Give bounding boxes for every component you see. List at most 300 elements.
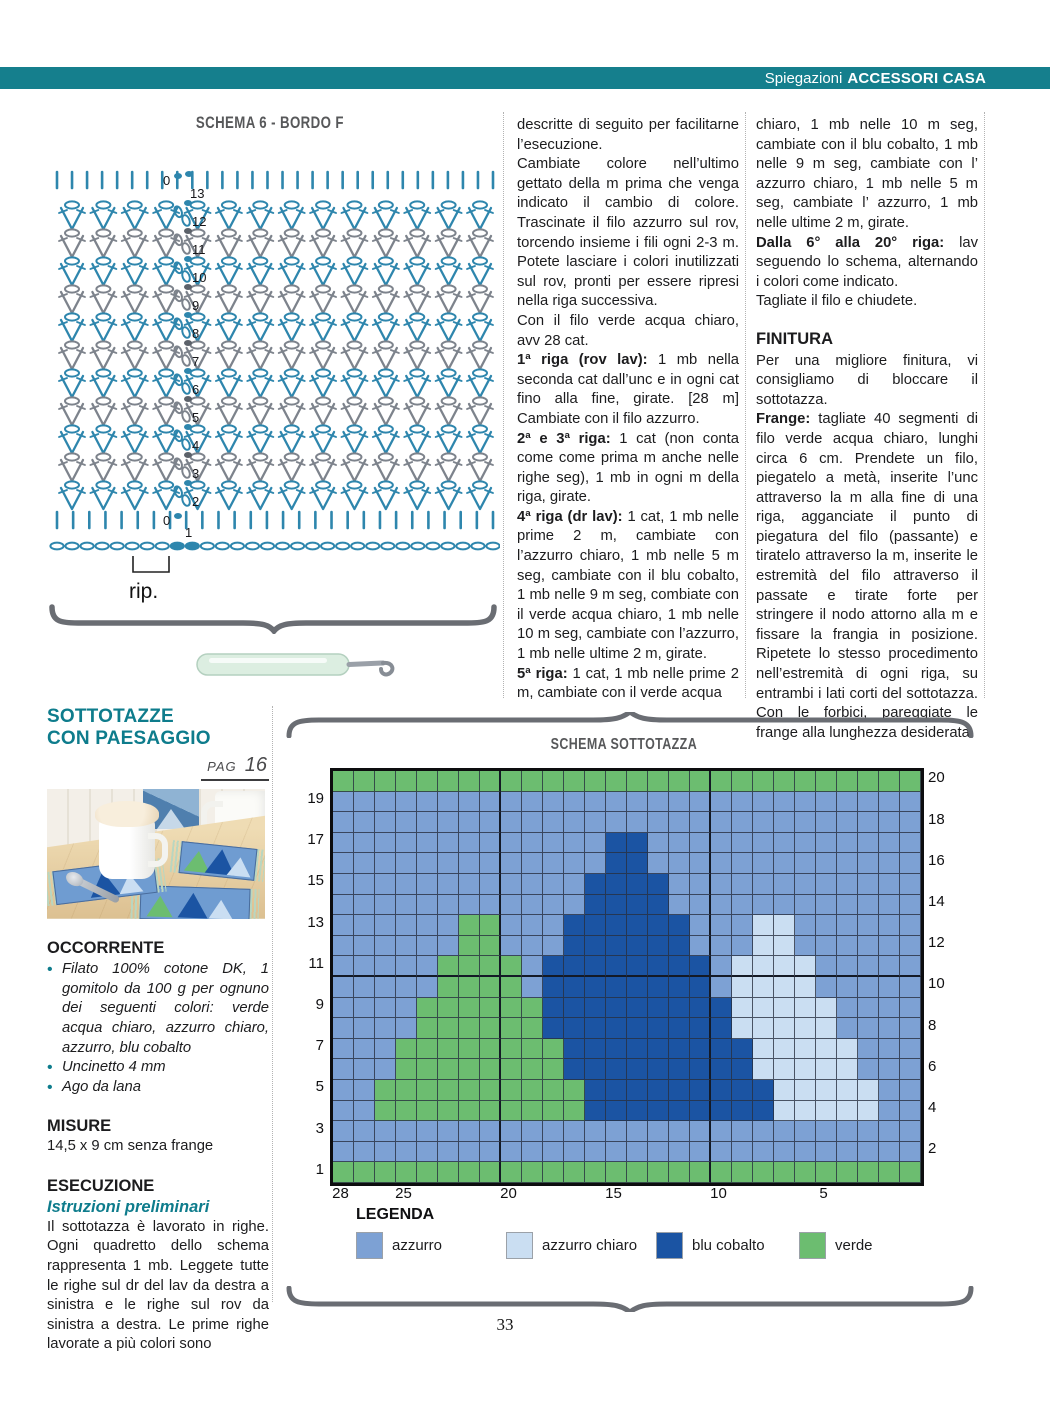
grid-cell bbox=[459, 915, 480, 936]
grid-cell bbox=[711, 833, 732, 854]
grid-cell bbox=[900, 1101, 921, 1122]
grid-cell bbox=[711, 1121, 732, 1142]
grid-cell bbox=[837, 1039, 858, 1060]
grid-cell bbox=[396, 1080, 417, 1101]
grid-cell bbox=[837, 1142, 858, 1163]
grid-cell bbox=[648, 1162, 669, 1183]
svg-text:1: 1 bbox=[185, 525, 193, 540]
grid-cell bbox=[417, 1142, 438, 1163]
grid-cell bbox=[480, 1101, 501, 1122]
grid-cell bbox=[816, 1142, 837, 1163]
grid-cell bbox=[900, 771, 921, 792]
grid-cell bbox=[627, 1039, 648, 1060]
grid-cell bbox=[354, 895, 375, 916]
grid-cell bbox=[522, 771, 543, 792]
grid-cell bbox=[795, 895, 816, 916]
grid-cell bbox=[480, 1162, 501, 1183]
grid-cell bbox=[585, 792, 606, 813]
grid-cell bbox=[354, 1080, 375, 1101]
grid-cell bbox=[690, 956, 711, 977]
grid-cell bbox=[753, 1080, 774, 1101]
grid-axis-label: 2 bbox=[928, 1140, 937, 1158]
grid-cell bbox=[795, 1121, 816, 1142]
svg-text:0: 0 bbox=[163, 173, 171, 188]
grid-cell bbox=[627, 812, 648, 833]
crochet-symbol-chart bbox=[45, 156, 500, 606]
grid-cell bbox=[690, 874, 711, 895]
grid-cell bbox=[480, 1121, 501, 1142]
grid-cell bbox=[585, 1080, 606, 1101]
grid-cell bbox=[648, 1080, 669, 1101]
grid-cell bbox=[732, 915, 753, 936]
grid-cell bbox=[438, 895, 459, 916]
grid-axis-label: 10 bbox=[928, 975, 945, 993]
legend-swatch-azzurro bbox=[356, 1232, 383, 1259]
grid-cell bbox=[858, 1080, 879, 1101]
grid-cell bbox=[354, 771, 375, 792]
grid-cell bbox=[522, 1162, 543, 1183]
grid-cell bbox=[396, 1059, 417, 1080]
grid-cell bbox=[690, 1080, 711, 1101]
grid-cell bbox=[816, 1162, 837, 1183]
grid-axis-label: 4 bbox=[928, 1098, 937, 1116]
grid-cell bbox=[333, 1121, 354, 1142]
grid-cell bbox=[795, 936, 816, 957]
material-item: • Ago da lana bbox=[47, 1078, 269, 1098]
grid-cell bbox=[732, 812, 753, 833]
instructions-column-2 bbox=[756, 116, 978, 743]
grid-cell bbox=[627, 977, 648, 998]
grid-cell bbox=[375, 977, 396, 998]
grid-cell bbox=[417, 1101, 438, 1122]
grid-cell bbox=[648, 853, 669, 874]
grid-cell bbox=[396, 1121, 417, 1142]
grid-cell bbox=[564, 833, 585, 854]
grid-axis-label: 15 bbox=[605, 1185, 622, 1202]
grid-cell bbox=[585, 915, 606, 936]
grid-cell bbox=[900, 833, 921, 854]
grid-cell bbox=[417, 977, 438, 998]
grid-cell bbox=[627, 915, 648, 936]
grid-cell bbox=[438, 1039, 459, 1060]
grid-cell bbox=[417, 998, 438, 1019]
grid-cell bbox=[627, 833, 648, 854]
grid-cell bbox=[333, 915, 354, 936]
grid-cell bbox=[585, 1018, 606, 1039]
grid-cell bbox=[459, 853, 480, 874]
grid-cell bbox=[795, 1162, 816, 1183]
grid-cell bbox=[396, 998, 417, 1019]
grid-cell bbox=[732, 1162, 753, 1183]
grid-cell bbox=[795, 977, 816, 998]
grid-cell bbox=[774, 853, 795, 874]
grid-cell bbox=[564, 1101, 585, 1122]
grid-cell bbox=[795, 1039, 816, 1060]
grid-cell bbox=[459, 771, 480, 792]
grid-cell bbox=[543, 833, 564, 854]
header-prefix: Spiegazioni bbox=[764, 69, 843, 87]
page-number: 33 bbox=[496, 1315, 514, 1334]
grid-cell bbox=[333, 1059, 354, 1080]
grid-cell bbox=[438, 998, 459, 1019]
grid-cell bbox=[459, 1018, 480, 1039]
grid-cell bbox=[606, 1039, 627, 1060]
grid-cell bbox=[606, 771, 627, 792]
grid-cell bbox=[732, 977, 753, 998]
grid-cell bbox=[711, 915, 732, 936]
grid-cell bbox=[900, 1018, 921, 1039]
grid-cell bbox=[375, 812, 396, 833]
grid-cell bbox=[858, 1101, 879, 1122]
grid-cell bbox=[774, 1162, 795, 1183]
grid-cell bbox=[501, 1039, 522, 1060]
grid-cell bbox=[333, 833, 354, 854]
grid-cell bbox=[522, 1080, 543, 1101]
grid-cell bbox=[585, 833, 606, 854]
grid-cell bbox=[669, 915, 690, 936]
grid-cell bbox=[690, 1039, 711, 1060]
grid-cell bbox=[774, 1101, 795, 1122]
grid-cell bbox=[711, 977, 732, 998]
grid-cell bbox=[522, 1018, 543, 1039]
grid-cell bbox=[606, 977, 627, 998]
grid-cell bbox=[396, 1101, 417, 1122]
grid-cell bbox=[690, 833, 711, 854]
grid-cell bbox=[774, 1142, 795, 1163]
grid-cell bbox=[585, 956, 606, 977]
grid-cell bbox=[480, 956, 501, 977]
grid-cell bbox=[354, 833, 375, 854]
grid-cell bbox=[543, 936, 564, 957]
grid-cell bbox=[648, 1142, 669, 1163]
grid-cell bbox=[585, 1162, 606, 1183]
grid-cell bbox=[732, 895, 753, 916]
grid-cell bbox=[753, 956, 774, 977]
grid-cell bbox=[879, 853, 900, 874]
legend-item bbox=[506, 1232, 637, 1259]
grid-cell bbox=[795, 1080, 816, 1101]
grid-cell bbox=[711, 1059, 732, 1080]
section-header-bar bbox=[0, 67, 1050, 89]
grid-cell bbox=[333, 792, 354, 813]
grid-cell bbox=[480, 812, 501, 833]
grid-cell bbox=[606, 1080, 627, 1101]
grid-cell bbox=[900, 1080, 921, 1101]
grid-cell bbox=[564, 771, 585, 792]
grid-cell bbox=[774, 977, 795, 998]
grid-cell bbox=[669, 792, 690, 813]
grid-cell bbox=[396, 915, 417, 936]
grid-cell bbox=[627, 792, 648, 813]
svg-text:12: 12 bbox=[192, 214, 207, 229]
grid-cell bbox=[879, 792, 900, 813]
grid-cell bbox=[690, 771, 711, 792]
grid-cell bbox=[774, 1080, 795, 1101]
grid-cell bbox=[375, 1162, 396, 1183]
grid-cell bbox=[606, 1101, 627, 1122]
grid-cell bbox=[753, 1162, 774, 1183]
grid-cell bbox=[606, 1018, 627, 1039]
grid-cell bbox=[438, 1162, 459, 1183]
grid-cell bbox=[753, 1059, 774, 1080]
grid-cell bbox=[438, 1121, 459, 1142]
grid-cell bbox=[858, 874, 879, 895]
grid-cell bbox=[648, 1059, 669, 1080]
grid-cell bbox=[585, 853, 606, 874]
grid-axis-label: 1 bbox=[315, 1160, 324, 1178]
svg-text:8: 8 bbox=[192, 326, 200, 341]
project-title: SOTTOTAZZE CON PAESAGGIO bbox=[47, 706, 211, 749]
grid-cell bbox=[879, 1121, 900, 1142]
grid-cell bbox=[774, 833, 795, 854]
grid-cell bbox=[585, 1142, 606, 1163]
grid-cell bbox=[459, 792, 480, 813]
grid-cell bbox=[564, 977, 585, 998]
grid-cell bbox=[837, 1101, 858, 1122]
grid-cell bbox=[648, 1101, 669, 1122]
instructions-column-1 bbox=[517, 116, 739, 704]
grid-cell bbox=[375, 1018, 396, 1039]
grid-cell bbox=[543, 771, 564, 792]
material-item: • Uncinetto 4 mm bbox=[47, 1058, 269, 1078]
grid-cell bbox=[333, 895, 354, 916]
pag-number: 16 bbox=[244, 754, 267, 776]
column-rule-2 bbox=[745, 112, 746, 698]
grid-cell bbox=[711, 895, 732, 916]
grid-cell bbox=[690, 812, 711, 833]
grid-cell bbox=[543, 895, 564, 916]
grid-cell bbox=[900, 915, 921, 936]
grid-cell bbox=[669, 895, 690, 916]
grid-cell bbox=[816, 771, 837, 792]
grid-cell bbox=[501, 956, 522, 977]
grid-cell bbox=[417, 1080, 438, 1101]
svg-text:11: 11 bbox=[192, 242, 206, 257]
grid-cell bbox=[543, 956, 564, 977]
grid-cell bbox=[690, 1162, 711, 1183]
grid-cell bbox=[795, 853, 816, 874]
grid-cell bbox=[690, 1059, 711, 1080]
grid-cell bbox=[900, 1121, 921, 1142]
project-photo bbox=[47, 789, 265, 919]
grid-axis-label: 12 bbox=[928, 934, 945, 952]
grid-cell bbox=[585, 1039, 606, 1060]
material-item: • Filato 100% cotone DK, 1 gomitolo da 100 g per ognuno dei seguenti colori: verde acqua chiaro, azzurro chiaro, azzurro, blu cobalto bbox=[47, 960, 269, 1058]
grid-cell bbox=[396, 812, 417, 833]
grid-cell bbox=[543, 915, 564, 936]
grid-cell bbox=[459, 812, 480, 833]
brace-above-sottotazza bbox=[285, 712, 975, 738]
grid-cell bbox=[627, 1101, 648, 1122]
grid-cell bbox=[900, 895, 921, 916]
grid-cell bbox=[900, 1039, 921, 1060]
legend-swatch-verde bbox=[799, 1232, 826, 1259]
grid-cell bbox=[879, 1059, 900, 1080]
grid-cell bbox=[396, 833, 417, 854]
grid-cell bbox=[774, 936, 795, 957]
grid-cell bbox=[606, 1142, 627, 1163]
paragraph: Cambiate colore nell’ultimo gettato della m prima che venga indicato il cambio di colore. Trascinate il filo azzurro sul rov, torcendo insieme i fili ogni 2-3 m. Potete lasciare i colori inutilizzati sul rov, pronti per essere ripresi nella riga successiva. bbox=[517, 156, 739, 310]
grid-cell bbox=[858, 936, 879, 957]
grid-cell bbox=[564, 1039, 585, 1060]
grid-cell bbox=[564, 895, 585, 916]
grid-cell bbox=[711, 956, 732, 977]
grid-cell bbox=[837, 936, 858, 957]
grid-cell bbox=[480, 936, 501, 957]
grid-cell bbox=[480, 895, 501, 916]
grid-cell bbox=[354, 915, 375, 936]
grid-cell bbox=[585, 1059, 606, 1080]
grid-cell bbox=[816, 812, 837, 833]
grid-cell bbox=[753, 936, 774, 957]
grid-cell bbox=[816, 1080, 837, 1101]
grid-cell bbox=[333, 956, 354, 977]
grid-cell bbox=[627, 1162, 648, 1183]
crochet-chart-svg bbox=[45, 156, 500, 606]
grid-cell bbox=[732, 998, 753, 1019]
grid-cell bbox=[732, 1059, 753, 1080]
grid-cell bbox=[501, 1059, 522, 1080]
grid-cell bbox=[459, 1080, 480, 1101]
grid-cell bbox=[438, 874, 459, 895]
grid-cell bbox=[879, 998, 900, 1019]
grid-cell bbox=[816, 874, 837, 895]
grid-cell bbox=[816, 977, 837, 998]
grid-cell bbox=[501, 977, 522, 998]
grid-cell bbox=[774, 1018, 795, 1039]
grid-cell bbox=[711, 1080, 732, 1101]
grid-cell bbox=[858, 771, 879, 792]
legend bbox=[356, 1232, 956, 1262]
grid-cell bbox=[753, 977, 774, 998]
grid-cell bbox=[690, 915, 711, 936]
legend-swatch-blu-cobalto bbox=[656, 1232, 683, 1259]
grid-cell bbox=[732, 1142, 753, 1163]
grid-cell bbox=[732, 874, 753, 895]
grid-axis-label: 8 bbox=[928, 1016, 937, 1034]
grid-cell bbox=[795, 812, 816, 833]
grid-cell bbox=[459, 1039, 480, 1060]
grid-cell bbox=[459, 833, 480, 854]
grid-cell bbox=[564, 812, 585, 833]
grid-cell bbox=[459, 956, 480, 977]
grid-cell bbox=[480, 771, 501, 792]
grid-cell bbox=[900, 1142, 921, 1163]
grid-cell bbox=[375, 874, 396, 895]
brace-below-sottotazza bbox=[285, 1286, 975, 1312]
grid-cell bbox=[375, 1101, 396, 1122]
grid-cell bbox=[879, 956, 900, 977]
grid-cell bbox=[669, 1142, 690, 1163]
grid-cell bbox=[585, 895, 606, 916]
grid-axis-label: 5 bbox=[315, 1078, 324, 1096]
grid-cell bbox=[522, 977, 543, 998]
grid-cell bbox=[480, 833, 501, 854]
grid-cell bbox=[732, 833, 753, 854]
paragraph: 4ª riga (dr lav): 1 cat, 1 mb nelle prime 2 m, cambiate con l’azzurro chiaro, 1 mb nelle 5 m seg, cambiate con il blu cobalto, 1 mb nelle 9 m seg, combiate con il verde acqua chiaro, 1 mb nelle 10 m seg, cambiate con l’azzurro, 1 mb nelle ultime 2 m, girate. bbox=[517, 508, 740, 663]
grid-cell bbox=[858, 1121, 879, 1142]
grid-cell bbox=[375, 853, 396, 874]
grid-cell bbox=[837, 1059, 858, 1080]
grid-cell bbox=[753, 1101, 774, 1122]
grid-cell bbox=[879, 1039, 900, 1060]
grid-cell bbox=[438, 792, 459, 813]
brace-under-schema6 bbox=[48, 604, 498, 634]
grid-axis-label: 11 bbox=[308, 954, 324, 972]
grid-cell bbox=[354, 1162, 375, 1183]
grid-cell bbox=[669, 1121, 690, 1142]
grid-cell bbox=[774, 792, 795, 813]
grid-cell bbox=[837, 874, 858, 895]
grid-cell bbox=[627, 895, 648, 916]
grid-cell bbox=[900, 874, 921, 895]
grid-cell bbox=[417, 1162, 438, 1183]
grid-axis-label: 16 bbox=[928, 851, 945, 869]
grid-cell bbox=[501, 915, 522, 936]
grid-cell bbox=[690, 977, 711, 998]
grid-cell bbox=[396, 977, 417, 998]
grid-cell bbox=[585, 1121, 606, 1142]
grid-cell bbox=[795, 792, 816, 813]
grid-cell bbox=[354, 956, 375, 977]
grid-cell bbox=[375, 915, 396, 936]
grid-cell bbox=[732, 792, 753, 813]
grid-cell bbox=[375, 771, 396, 792]
grid-cell bbox=[396, 1142, 417, 1163]
grid-cell bbox=[648, 1039, 669, 1060]
grid-cell bbox=[459, 895, 480, 916]
grid-cell bbox=[459, 1121, 480, 1142]
grid-cell bbox=[753, 874, 774, 895]
grid-cell bbox=[522, 1039, 543, 1060]
grid-cell bbox=[522, 1121, 543, 1142]
grid-cell bbox=[648, 895, 669, 916]
grid-cell bbox=[753, 915, 774, 936]
grid-cell bbox=[606, 1162, 627, 1183]
grid-cell bbox=[837, 977, 858, 998]
grid-cell bbox=[732, 1080, 753, 1101]
misure-text: 14,5 x 9 cm senza frange bbox=[47, 1137, 214, 1154]
grid-axis-label: 20 bbox=[500, 1185, 517, 1202]
grid-cell bbox=[501, 998, 522, 1019]
grid-cell bbox=[816, 1059, 837, 1080]
grid-cell bbox=[648, 1121, 669, 1142]
grid-cell bbox=[501, 771, 522, 792]
grid-cell bbox=[459, 1142, 480, 1163]
grid-cell bbox=[333, 853, 354, 874]
grid-cell bbox=[375, 936, 396, 957]
grid-cell bbox=[900, 792, 921, 813]
grid-cell bbox=[438, 1018, 459, 1039]
grid-cell bbox=[522, 915, 543, 936]
svg-text:10: 10 bbox=[192, 270, 207, 285]
grid-cell bbox=[396, 771, 417, 792]
grid-cell bbox=[648, 874, 669, 895]
grid-cell bbox=[417, 874, 438, 895]
grid-cell bbox=[543, 1080, 564, 1101]
grid-cell bbox=[396, 874, 417, 895]
grid-cell bbox=[417, 1039, 438, 1060]
grid-cell bbox=[585, 936, 606, 957]
grid-cell bbox=[816, 998, 837, 1019]
grid-cell bbox=[585, 977, 606, 998]
svg-text:5: 5 bbox=[192, 410, 200, 425]
grid-cell bbox=[816, 956, 837, 977]
grid-cell bbox=[669, 1080, 690, 1101]
grid-cell bbox=[396, 895, 417, 916]
grid-cell bbox=[837, 1018, 858, 1039]
grid-cell bbox=[669, 1101, 690, 1122]
